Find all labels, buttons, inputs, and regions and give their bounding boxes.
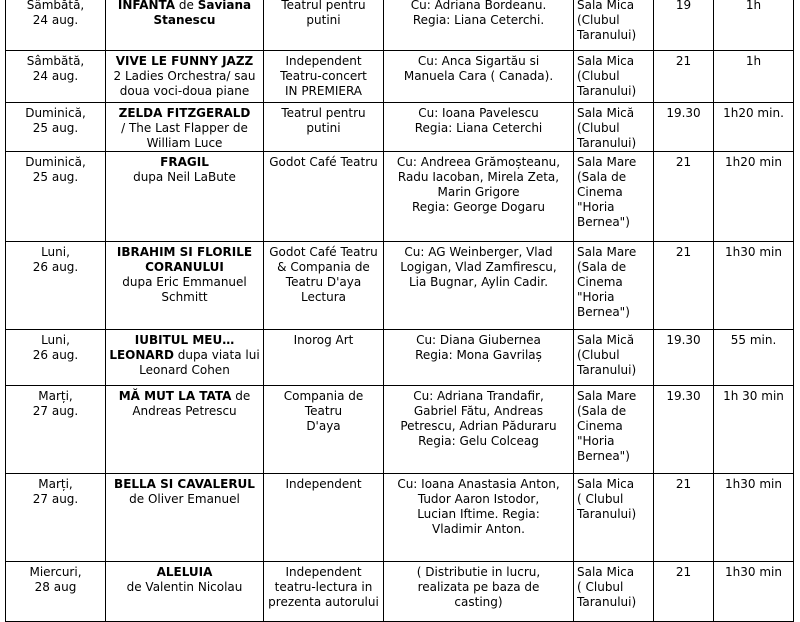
title-text: dupa viata lui Leonard Cohen bbox=[139, 348, 260, 377]
cast-line: Lucian Iftime. Regia: bbox=[417, 507, 540, 521]
date-cell: Sâmbătă, 24 aug. bbox=[6, 51, 106, 103]
company-cell: Godot Café Teatru bbox=[264, 152, 384, 242]
cast-line: Marin Grigore bbox=[437, 185, 520, 199]
date-cell: Duminică, 25 aug. bbox=[6, 152, 106, 242]
company-cell: Independent bbox=[264, 474, 384, 562]
cast-line: Tudor Aaron Istodor, bbox=[417, 492, 540, 506]
cast-cell bbox=[384, 103, 574, 152]
cast-line: Manuela Cara ( Canada). bbox=[403, 69, 554, 83]
company-cell: Independent teatru-lectura in prezenta autorului bbox=[264, 562, 384, 622]
cast-line: Cu: Andreea Grămoșteanu, bbox=[396, 155, 561, 169]
cast-line: Regia: Gelu Colceag bbox=[418, 434, 539, 448]
duration-cell: 1h 30 min bbox=[714, 386, 794, 474]
cast-cell bbox=[384, 242, 574, 330]
cast-line: Logigan, Vlad Zamfirescu, bbox=[400, 260, 557, 274]
duration-cell: 1h20 min. bbox=[714, 103, 794, 152]
title-bold: BELLA SI CAVALERUL bbox=[114, 477, 255, 491]
company-cell: Godot Café Teatru & Compania de Teatru D'aya Lectura bbox=[264, 242, 384, 330]
cast-line: Radu Iacoban, Mirela Zeta, bbox=[397, 170, 560, 184]
title-cell bbox=[106, 152, 264, 242]
title-cell bbox=[106, 474, 264, 562]
table-row bbox=[6, 152, 794, 242]
duration-cell: 1h20 min bbox=[714, 152, 794, 242]
time-cell: 19.30 bbox=[654, 103, 714, 152]
duration-cell: 1h30 min bbox=[714, 474, 794, 562]
duration-cell: 1h bbox=[714, 51, 794, 103]
duration-cell: 1h30 min bbox=[714, 242, 794, 330]
title-bold-2: Saviana Stanescu bbox=[153, 0, 252, 27]
title-text: de Valentin Nicolau bbox=[126, 580, 243, 594]
cast-line: Cu: AG Weinberger, Vlad bbox=[404, 245, 553, 259]
schedule-table bbox=[5, 0, 794, 622]
title-cell bbox=[106, 330, 264, 386]
title-text: dupa Neil LaBute bbox=[133, 170, 236, 184]
title-cell bbox=[106, 386, 264, 474]
time-cell: 21 bbox=[654, 51, 714, 103]
company-cell: Teatrul pentru putini bbox=[264, 0, 384, 51]
table-row bbox=[6, 330, 794, 386]
cast-line: Regia: Liana Ceterchi bbox=[414, 121, 543, 135]
date-cell: Luni, 26 aug. bbox=[6, 242, 106, 330]
title-bold: ALELUIA bbox=[156, 565, 213, 579]
cast-cell bbox=[384, 51, 574, 103]
cast-line: Regia: George Dogaru bbox=[412, 200, 545, 214]
title-text: dupa Eric Emmanuel Schmitt bbox=[122, 275, 247, 304]
title-text: de Andreas Petrescu bbox=[132, 389, 251, 418]
venue-cell: Sala Mică (Clubul Taranului) bbox=[574, 330, 654, 386]
cast-line: Petrescu, Adrian Păduraru bbox=[400, 419, 557, 433]
title-text: de Oliver Emanuel bbox=[129, 492, 240, 506]
cast-cell bbox=[384, 386, 574, 474]
cast-line: casting) bbox=[454, 595, 503, 609]
cast-line: Cu: Ioana Pavelescu bbox=[418, 106, 539, 120]
cast-line: Lia Bugnar, Aylin Cadir. bbox=[408, 275, 549, 289]
title-cell bbox=[106, 562, 264, 622]
cast-line: Cu: Anca Sigartău si bbox=[417, 54, 540, 68]
table-row bbox=[6, 0, 794, 51]
date-cell: Duminică, 25 aug. bbox=[6, 103, 106, 152]
venue-cell: Sala Mica ( Clubul Taranului) bbox=[574, 474, 654, 562]
table-row bbox=[6, 562, 794, 622]
table-row bbox=[6, 103, 794, 152]
duration-cell: 1h bbox=[714, 0, 794, 51]
title-cell bbox=[106, 0, 264, 51]
time-cell: 19.30 bbox=[654, 330, 714, 386]
time-cell: 21 bbox=[654, 152, 714, 242]
date-cell: Sâmbătă, 24 aug. bbox=[6, 0, 106, 51]
venue-cell: Sala Mare (Sala de Cinema "Horia Bernea") bbox=[574, 242, 654, 330]
date-cell: Miercuri, 28 aug bbox=[6, 562, 106, 622]
title-text: de bbox=[175, 0, 198, 12]
cast-line: Regia: Liana Ceterchi. bbox=[412, 13, 545, 27]
table-row bbox=[6, 51, 794, 103]
company-cell: Teatrul pentru putini bbox=[264, 103, 384, 152]
cast-cell bbox=[384, 152, 574, 242]
title-bold: INFANTA bbox=[117, 0, 176, 12]
table-row bbox=[6, 242, 794, 330]
venue-cell: Sala Mare (Sala de Cinema "Horia Bernea") bbox=[574, 386, 654, 474]
cast-line: ( Distributie in lucru, bbox=[416, 565, 541, 579]
cast-line: Regia: Mona Gavrilaș bbox=[415, 348, 542, 362]
venue-cell: Sala Mica (Clubul Taranului) bbox=[574, 51, 654, 103]
cast-line: realizata pe baza de bbox=[417, 580, 540, 594]
venue-cell: Sala Mare (Sala de Cinema "Horia Bernea") bbox=[574, 152, 654, 242]
cast-line: Cu: Ioana Anastasia Anton, bbox=[397, 477, 560, 491]
cast-line: Cu: Adriana Trandafir, bbox=[413, 389, 544, 403]
venue-cell: Sala Mica (Clubul Taranului) bbox=[574, 0, 654, 51]
date-cell: Marți, 27 aug. bbox=[6, 386, 106, 474]
cast-cell bbox=[384, 474, 574, 562]
cast-line: Cu: Adriana Bordeanu. bbox=[410, 0, 547, 12]
cast-cell bbox=[384, 330, 574, 386]
duration-cell: 55 min. bbox=[714, 330, 794, 386]
title-bold: MĂ MUT LA TATA bbox=[118, 389, 232, 403]
cast-line: Gabriel Fătu, Andreas bbox=[413, 404, 544, 418]
cast-cell bbox=[384, 562, 574, 622]
venue-cell: Sala Mică (Clubul Taranului) bbox=[574, 103, 654, 152]
time-cell: 19.30 bbox=[654, 386, 714, 474]
duration-cell: 1h30 min bbox=[714, 562, 794, 622]
cast-cell bbox=[384, 0, 574, 51]
date-cell: Marți, 27 aug. bbox=[6, 474, 106, 562]
title-text: 2 Ladies Orchestra/ sau doua voci-doua piane bbox=[113, 69, 256, 98]
title-bold: VIVE LE FUNNY JAZZ bbox=[115, 54, 254, 68]
title-text: / The Last Flapper de William Luce bbox=[121, 121, 248, 150]
title-bold: IBRAHIM SI FLORILE CORANULUI bbox=[116, 245, 253, 274]
company-cell: Independent Teatru-concert IN PREMIERA bbox=[264, 51, 384, 103]
title-bold: FRAGIL bbox=[160, 155, 209, 169]
time-cell: 21 bbox=[654, 242, 714, 330]
title-bold: ZELDA FITZGERALD bbox=[118, 106, 251, 120]
title-cell bbox=[106, 103, 264, 152]
time-cell: 19 bbox=[654, 0, 714, 51]
title-cell bbox=[106, 51, 264, 103]
date-cell: Luni, 26 aug. bbox=[6, 330, 106, 386]
time-cell: 21 bbox=[654, 562, 714, 622]
table-row bbox=[6, 386, 794, 474]
company-cell: Inorog Art bbox=[264, 330, 384, 386]
venue-cell: Sala Mica ( Clubul Taranului) bbox=[574, 562, 654, 622]
cast-line: Vladimir Anton. bbox=[432, 522, 525, 536]
title-bold: IUBITUL MEU… LEONARD bbox=[109, 333, 235, 362]
table-row bbox=[6, 474, 794, 562]
company-cell: Compania de Teatru D'aya bbox=[264, 386, 384, 474]
cast-line: Cu: Diana Giubernea bbox=[416, 333, 541, 347]
time-cell: 21 bbox=[654, 474, 714, 562]
title-cell bbox=[106, 242, 264, 330]
